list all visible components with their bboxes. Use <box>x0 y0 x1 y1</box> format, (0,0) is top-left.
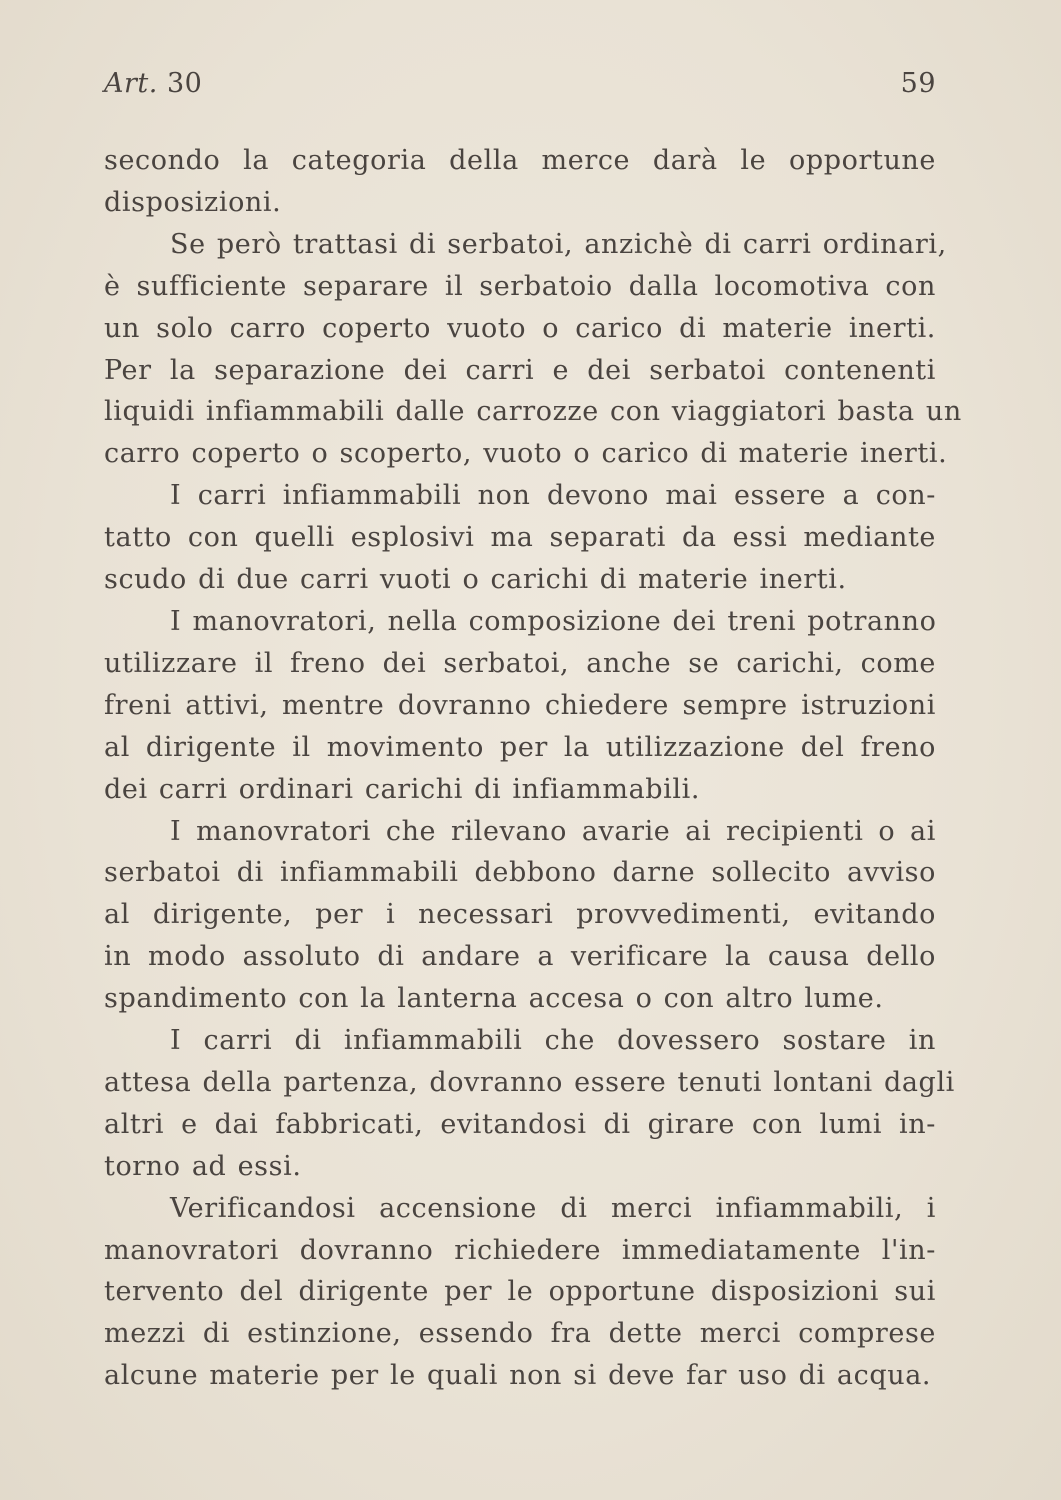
paragraph <box>104 475 936 601</box>
paragraph <box>104 601 936 811</box>
text-line: mezzi di estinzione, essendo fra dette merci comprese <box>104 1318 936 1350</box>
text-line: carro coperto o scoperto, vuoto o carico di materie inerti. <box>104 438 948 470</box>
paragraph <box>104 1020 955 1188</box>
text-line: scudo di due carri vuoti o carichi di materie inerti. <box>104 564 847 596</box>
paragraph <box>104 224 962 475</box>
text-line: tervento del dirigente per le opportune disposizioni sui <box>104 1276 936 1308</box>
text-line: manovratori dovranno richiedere immediatamente l'in- <box>104 1234 936 1266</box>
text-line: liquidi infiammabili dalle carrozze con viaggiatori basta un <box>104 396 962 428</box>
page-number: 59 <box>900 68 936 99</box>
body-text <box>104 140 962 1397</box>
text-line: freni attivi, mentre dovranno chiedere sempre istruzioni <box>104 689 936 721</box>
text-line: in modo assoluto di andare a verificare la causa dello <box>104 941 936 973</box>
text-line: alcune materie per le quali non si deve far uso di acqua. <box>104 1360 932 1392</box>
text-line: disposizioni. <box>104 186 282 218</box>
text-line: al dirigente, per i necessari provvedimenti, evitando <box>104 899 936 931</box>
text-line: serbatoi di infiammabili debbono darne sollecito avviso <box>104 857 936 889</box>
text-line: dei carri ordinari carichi di infiammabili. <box>104 773 701 805</box>
page-header <box>104 62 936 106</box>
text-line: Se però trattasi di serbatoi, anzichè di carri ordinari, <box>170 228 947 260</box>
text-line: torno ad essi. <box>104 1150 302 1182</box>
text-line: un solo carro coperto vuoto o carico di materie inerti. <box>104 312 936 344</box>
paragraph <box>104 1188 936 1398</box>
paragraph <box>104 811 936 1021</box>
article-word: Art. <box>104 68 158 99</box>
text-line: è sufficiente separare il serbatoio dalla locomotiva con <box>104 270 936 302</box>
text-line: tatto con quelli esplosivi ma separati da essi mediante <box>104 522 936 554</box>
text-line: utilizzare il freno dei serbatoi, anche se carichi, come <box>104 647 936 679</box>
article-number: 30 <box>166 68 203 99</box>
text-line: I carri di infiammabili che dovessero sostare in <box>170 1025 936 1057</box>
article-label <box>104 62 202 106</box>
text-line: altri e dai fabbricati, evitandosi di girare con lumi in- <box>104 1108 936 1140</box>
text-line: attesa della partenza, dovranno essere tenuti lontani dagli <box>104 1066 955 1098</box>
text-line: Per la separazione dei carri e dei serbatoi contenenti <box>104 354 936 386</box>
text-line: I carri infiammabili non devono mai essere a con- <box>170 480 936 512</box>
text-line: spandimento con la lanterna accesa o con altro lume. <box>104 983 884 1015</box>
text-line: Verificandosi accensione di merci infiammabili, i <box>170 1192 936 1224</box>
text-line: I manovratori, nella composizione dei treni potranno <box>170 605 937 637</box>
text-line: I manovratori che rilevano avarie ai recipienti o ai <box>170 815 936 847</box>
text-line: al dirigente il movimento per la utilizzazione del freno <box>104 731 936 763</box>
text-line: secondo la categoria della merce darà le opportune <box>104 145 936 176</box>
paragraph <box>104 140 936 224</box>
